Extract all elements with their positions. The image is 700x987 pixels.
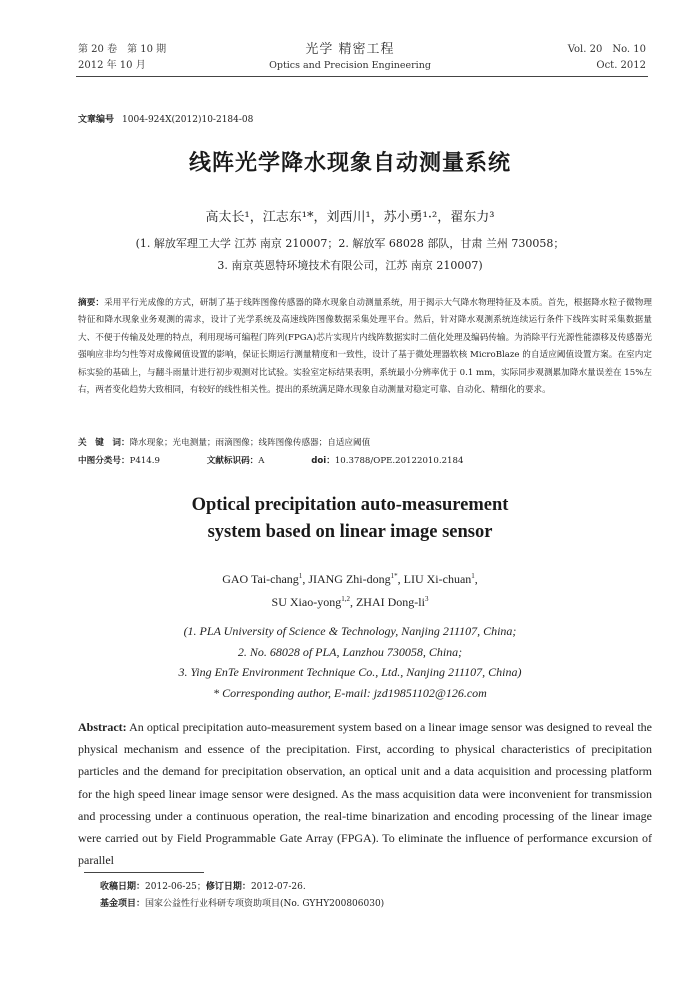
doc-code-label: 文献标识码： <box>206 456 259 466</box>
authors-en: GAO Tai-chang$^1$, JIANG Zhi-dong$^{1*}$, LIU Xi-chuan$^1$, SU Xiao-yong$^{1,2}$, ZHAI Dong-$li^3$ <box>222 572 478 609</box>
footnote-dates <box>100 880 306 894</box>
abstract-en-label: Abstract: <box>78 720 127 734</box>
classification-line <box>78 454 507 466</box>
fund-value: 国家公益性行业科研专项资助项目(No. GYHY200806030) <box>145 899 385 909</box>
abstract-en <box>78 716 652 871</box>
volume-issue-en: Vol. 20 No. 10 <box>567 44 646 55</box>
affiliation-en-line-2: 2. No. 68028 of PLA, Lanzhou 730058, China; <box>237 644 463 659</box>
keywords-cn <box>78 436 370 448</box>
revised-value: 2012-07-26. <box>250 882 306 892</box>
article-number-value: 1004-924X(2012)10-2184-08 <box>122 115 254 125</box>
received-label: 收稿日期： <box>100 882 146 892</box>
affiliation-en-line-3: 3. Ying EnTe Environment Technique Co., Ltd., Nanjing 211107, China) <box>178 665 522 679</box>
volume-issue-cn: 第 20 卷 第 10 期 <box>78 44 167 55</box>
author-en-sup: 1 <box>471 572 475 580</box>
abstract-en-text: An optical precipitation auto-measurement system based on a linear image sensor was designed to reveal the physical mechanism and essence of the precipitation. First, according to physical characteristics of precipitation particles and the demand for precipitation observation, an optical unit and a data acquisition and processing platform for the high speed linear image sensor were designed. As the mass acquisition data were inconvenient for transmission and processing under a continuous operation, the real-time binarization and encoding processing of the linear image were carried out by Field Programmable Gate Array (FPGA). To eliminate the influence of performance excursion of parallel <box>78 720 652 868</box>
footnote-fund <box>100 897 384 911</box>
author-en-sup: 1 <box>298 572 303 580</box>
author-en-sup: 3 <box>424 595 429 603</box>
abstract-cn-label: 摘要： <box>78 298 105 308</box>
keywords-cn-text: 降水现象；光电测量；雨滴图像；线阵图像传感器；自适应阈值 <box>129 438 371 448</box>
title-en <box>0 492 700 546</box>
clc-label: 中图分类号： <box>78 456 130 466</box>
fund-label: 基金项目： <box>100 899 146 909</box>
author-en: JIANG Zhi-dong <box>308 572 391 586</box>
abstract-cn <box>78 295 652 399</box>
journal-volume-issue-en <box>568 42 646 74</box>
corresponding-author: * Corresponding author, E-mail: jzd19851102@126.com <box>213 685 487 700</box>
author-en-sup: 1,2 <box>341 595 350 603</box>
received-value: 2012-06-25； <box>145 882 206 892</box>
affiliations-en <box>0 621 700 703</box>
header-divider <box>76 76 648 77</box>
authors-cn: 高太长¹，江志东¹*，刘西川¹，苏小勇¹·²，翟东力³ <box>205 210 495 225</box>
keywords-cn-label: 关 键 词： <box>78 438 130 448</box>
article-number-label: 文章编号 <box>78 115 115 125</box>
affiliation-cn-line-2: 3. 南京英恩特环境技术有限公司，江苏 南京 210007) <box>217 259 483 272</box>
author-en: ZHAI Dong-li <box>355 595 425 609</box>
author-en: SU Xiao-yong <box>271 595 342 609</box>
title-cn: 线阵光学降水现象自动测量系统 <box>188 151 511 176</box>
author-en: LIU Xi-chuan <box>403 572 472 586</box>
doi-label: doi： <box>311 456 335 466</box>
journal-name-en: Optics and Precision Engineering <box>269 60 431 71</box>
title-en-line-1: Optical precipitation auto-measurement <box>191 495 509 515</box>
author-en-sup: 1* <box>390 572 398 580</box>
affiliation-en-line-1: (1. PLA University of Science & Technology, Nanjing 211107, China; <box>183 624 517 638</box>
doi-value: 10.3788/OPE.20122010.2184 <box>334 456 464 466</box>
clc-value: P414.9 <box>129 456 160 466</box>
revised-label: 修订日期： <box>205 882 251 892</box>
footnote-divider <box>84 872 204 873</box>
title-en-line-2: system based on linear image sensor <box>207 522 493 542</box>
date-en: Oct. 2012 <box>596 60 646 71</box>
article-number <box>78 112 253 125</box>
abstract-cn-text: 采用平行光成像的方式，研制了基于线阵图像传感器的降水现象自动测量系统，用于揭示大气降水物理特征及本质。首先，根据降水粒子微物理特征和降水现象业务观测的需求，设计了光学系统及高速线阵图像数据采集处理平台。然后，针对降水观测系统连续运行条件下线阵实时采集数据量大、不便于传输及处理的特点，利用现场可编程门阵列(FPGA)芯片实现片内线阵数据实时二值化处理及编码传输。为消除平行光源性能漂移及传感器光强响应非均匀性等对成像阈值设置的影响，保证长期运行测量精度和一致性，设计了基于微处理器软核 MicroBlaze 的自适应阈值设置方案。在室内定标实验的基础上，与翻斗雨量计进行初步观测对比试验。实验室定标结果表明，系统最小分辨率优于 0.1 mm，实际同步观测累加降水量误差在 15%左右，两者变化趋势大致相同，有较好的线性相关性。提出的系统满足降水现象自动测量对稳定可靠、自动化、精细化的要求。 <box>78 298 652 396</box>
date-cn: 2012 年 10 月 <box>78 60 146 71</box>
author-en: GAO Tai-chang <box>222 572 299 586</box>
affiliation-cn-line-1: (1. 解放军理工大学 江苏 南京 210007；2. 解放军 68028 部队，甘肃 兰州 730058； <box>135 237 565 250</box>
doc-code-value: A <box>258 456 265 466</box>
journal-name-cn: 光学 精密工程 <box>305 42 395 57</box>
